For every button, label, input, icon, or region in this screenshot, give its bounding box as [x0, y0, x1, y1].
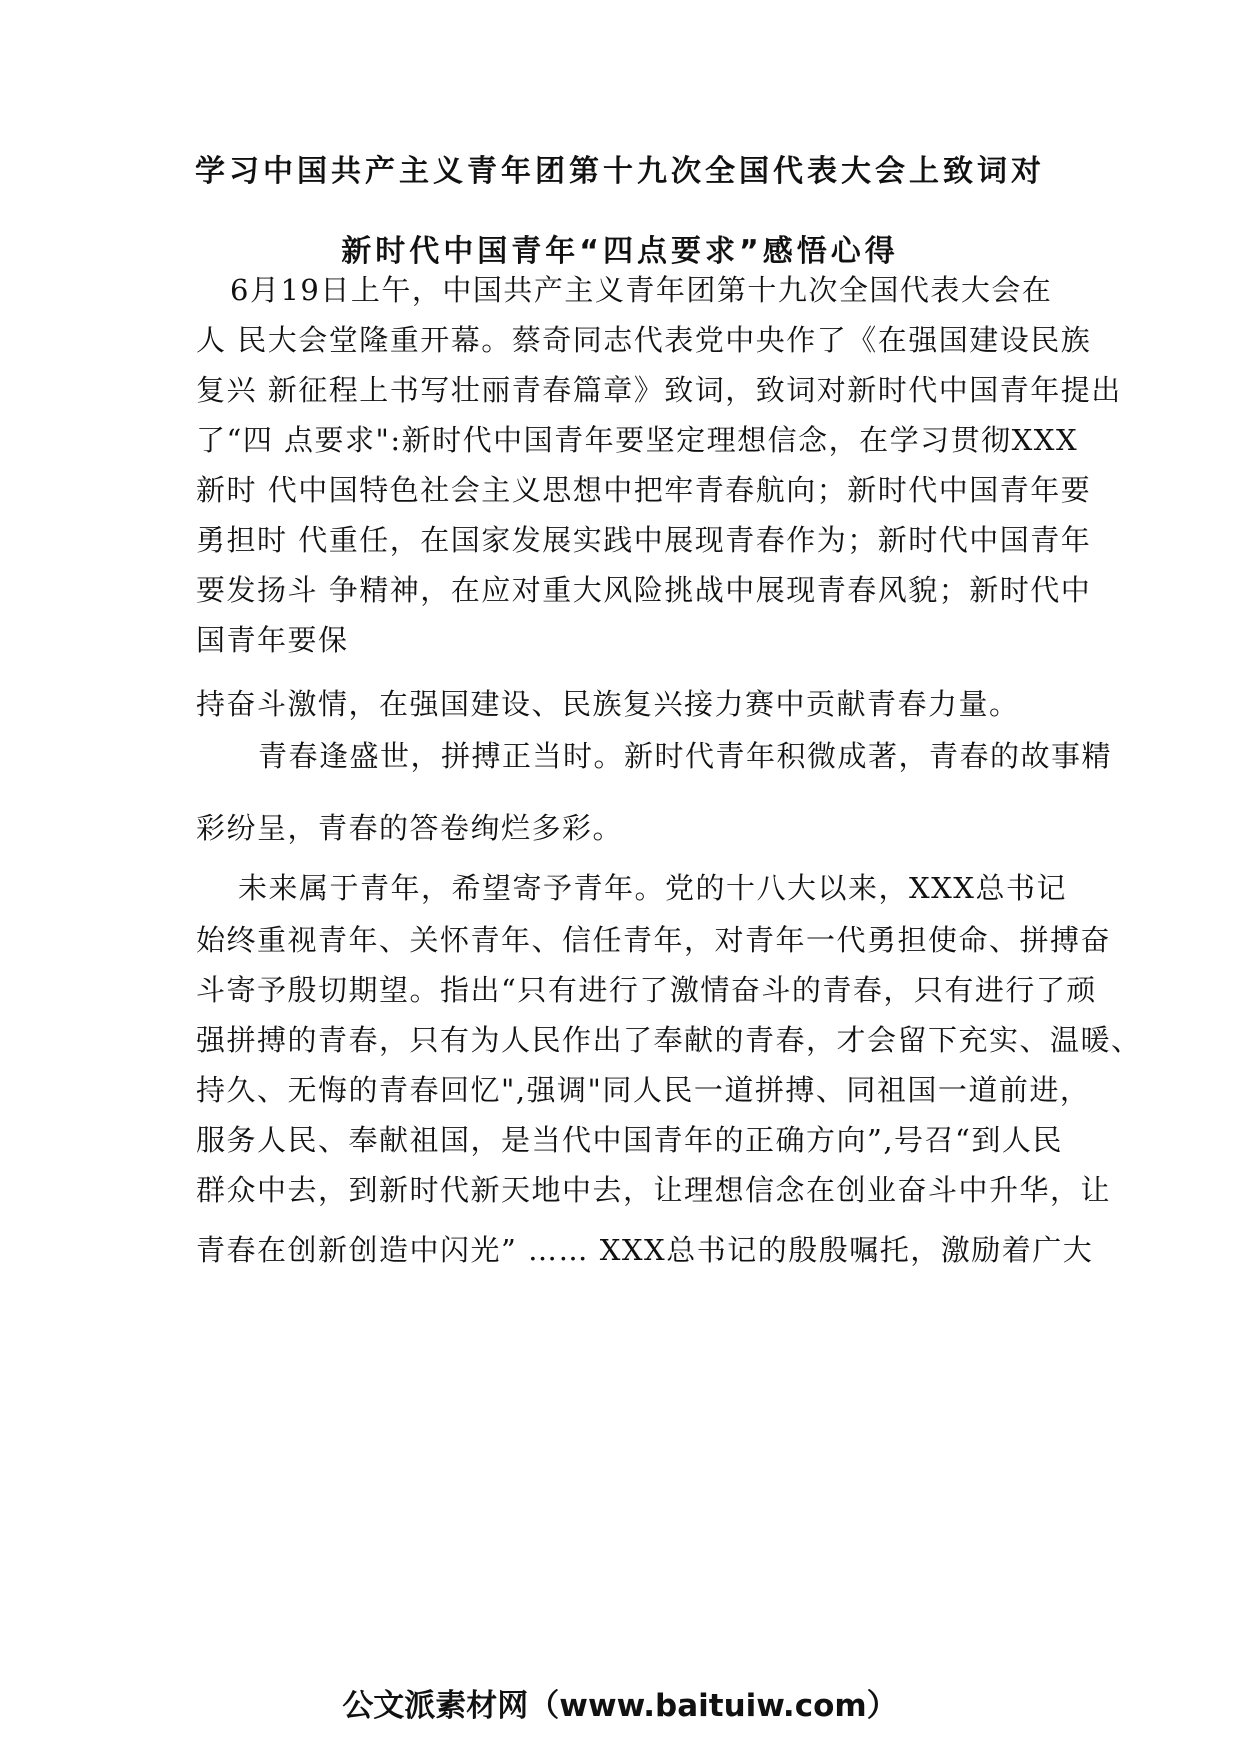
body-line: 勇担时 代重任，在国家发展实践中展现青春作为；新时代中国青年 — [196, 523, 1092, 557]
body-line: 人 民大会堂隆重开幕。蔡奇同志代表党中央作了《在强国建设民族 — [196, 323, 1092, 357]
body-line: 持奋斗激情，在强国建设、民族复兴接力赛中贡献青春力量。 — [196, 687, 1020, 721]
document-title-line-2: 新时代中国青年“四点要求”感悟心得 — [341, 234, 899, 269]
body-line: 斗寄予殷切期望。指出“只有进行了激情奋斗的青春，只有进行了顽 — [196, 973, 1097, 1007]
body-line: 始终重视青年、关怀青年、信任青年，对青年一代勇担使命、拼搏奋 — [196, 923, 1112, 957]
body-line: 国青年要保 — [196, 623, 349, 657]
body-line: 青春在创新创造中闪光” …… XXX总书记的殷殷嘱托，激励着广大 — [196, 1233, 1094, 1267]
body-line: 复兴 新征程上书写壮丽青春篇章》致词，致词对新时代中国青年提出 — [196, 373, 1122, 407]
body-line: 未来属于青年，希望寄予青年。党的十八大以来，XXX总书记 — [238, 871, 1067, 905]
body-line: 群众中去，到新时代新天地中去，让理想信念在创业奋斗中升华，让 — [196, 1173, 1112, 1207]
body-line: 了“四 点要求":新时代中国青年要坚定理想信念，在学习贯彻XXX — [196, 423, 1079, 457]
body-line: 强拼搏的青春，只有为人民作出了奉献的青春，才会留下充实、温暖、 — [196, 1023, 1142, 1057]
body-line: 青春逢盛世，拼搏正当时。新时代青年积微成著，青春的故事精 — [258, 739, 1113, 773]
body-line: 要发扬斗 争精神，在应对重大风险挑战中展现青春风貌；新时代中 — [196, 573, 1092, 607]
body-line: 彩纷呈，青春的答卷绚烂多彩。 — [196, 811, 624, 845]
body-line: 6月19日上午，中国共产主义青年团第十九次全国代表大会在 — [230, 273, 1053, 307]
document-title-line-1: 学习中国共产主义青年团第十九次全国代表大会上致词对 — [195, 154, 1045, 189]
body-line: 服务人民、奉献祖国，是当代中国青年的正确方向”,号召“到人民 — [196, 1123, 1063, 1157]
footer-watermark: 公文派素材网（www.baituiw.com） — [342, 1688, 898, 1724]
body-line: 新时 代中国特色社会主义思想中把牢青春航向；新时代中国青年要 — [196, 473, 1092, 507]
body-line: 持久、无悔的青春回忆",强调"同人民一道拼搏、同祖国一道前进， — [196, 1073, 1091, 1107]
